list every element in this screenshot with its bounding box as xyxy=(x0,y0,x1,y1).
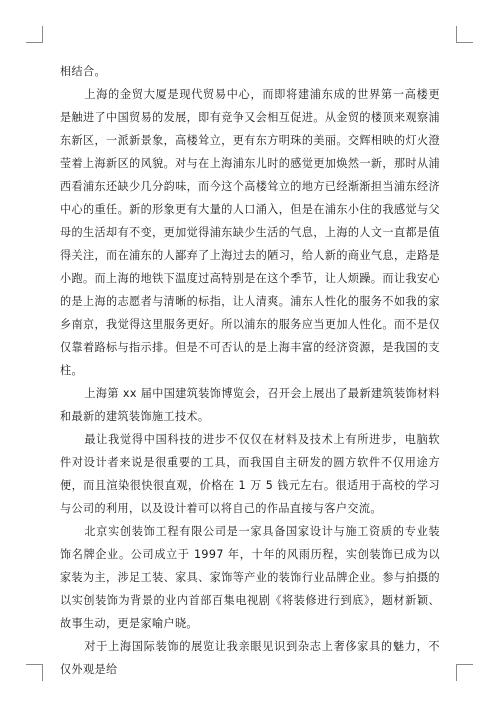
paragraph: 北京实创装饰工程有限公司是一家具备国家设计与施工资质的专业装饰名牌企业。公司成立于 1997 年，十年的风雨历程，实创装饰已成为以家装为主，涉足工装、家具、家饰等产业的装饰行业品牌企业。参与拍摄的以实创装饰为背景的业内首部百集电视剧《将装修进行到底》，题材新颖、故事生动，更是家喻户晓。 xyxy=(60,525,440,630)
paragraph: 上海第 xx 届中国建筑装饰博览会，召开会上展出了最新建筑装饰材料和最新的建筑装饰施工技术。 xyxy=(60,387,440,423)
paragraph: 上海的金贸大厦是现代贸易中心，而即将建浦东成的世界第一高楼更是触进了中国贸易的发展，即有竞争又会相互促进。从金贸的楼顶来观察浦东新区，一派新景象，高楼耸立，更有东方明珠的美丽。交辉相映的灯火澄莹着上海新区的风貌。对与在上海浦东儿时的感觉更加焕然一新，那时从浦西看浦东还缺少几分韵味，而今这个高楼耸立的地方已经渐渐担当浦东经济中心的重任。新的形象更有大量的人口涌入，但是在浦东小住的我感觉与父母的生活却有不变，更加觉得浦东缺少生活的气息，上海的人文一直都是值得关注，而在浦东的人鄙弃了上海过去的陋习，给人新的商业气息，走路是小跑。而上海的地铁下温度过高特别是在这个季节，让人烦躁。而让我安心的是上海的志愿者与清晰的标指，让人清爽。浦东人性化的服务不如我的家乡南京，我觉得这里服务更好。所以浦东的服务应当更加人性化。而不是仅仅靠着路标与指示排。但是不可否认的是上海丰富的经济资源，是我国的支柱。 xyxy=(60,88,440,377)
crop-mark-bottom-right xyxy=(456,664,473,681)
paragraph: 相结合。 xyxy=(60,65,106,78)
document-body xyxy=(60,60,440,681)
crop-mark-top-right xyxy=(456,26,473,43)
paragraph: 对于上海国际装饰的展览让我亲眼见识到杂志上奢侈家具的魅力，不仅外观是给 xyxy=(60,640,440,676)
crop-mark-bottom-left xyxy=(26,664,43,681)
crop-mark-top-left xyxy=(26,26,43,43)
paragraph: 最让我觉得中国科技的进步不仅仅在材料及技术上有所进步，电脑软件对设计者来说是很重要的工具，而我国自主研发的圆方软件不仅用途方便，而且渲染很快很直观，价格在 1 万 5 钱元左右。很适用于高校的学习与公司的利用，以及设计着可以将自己的作品直接与客户交流。 xyxy=(60,433,440,515)
